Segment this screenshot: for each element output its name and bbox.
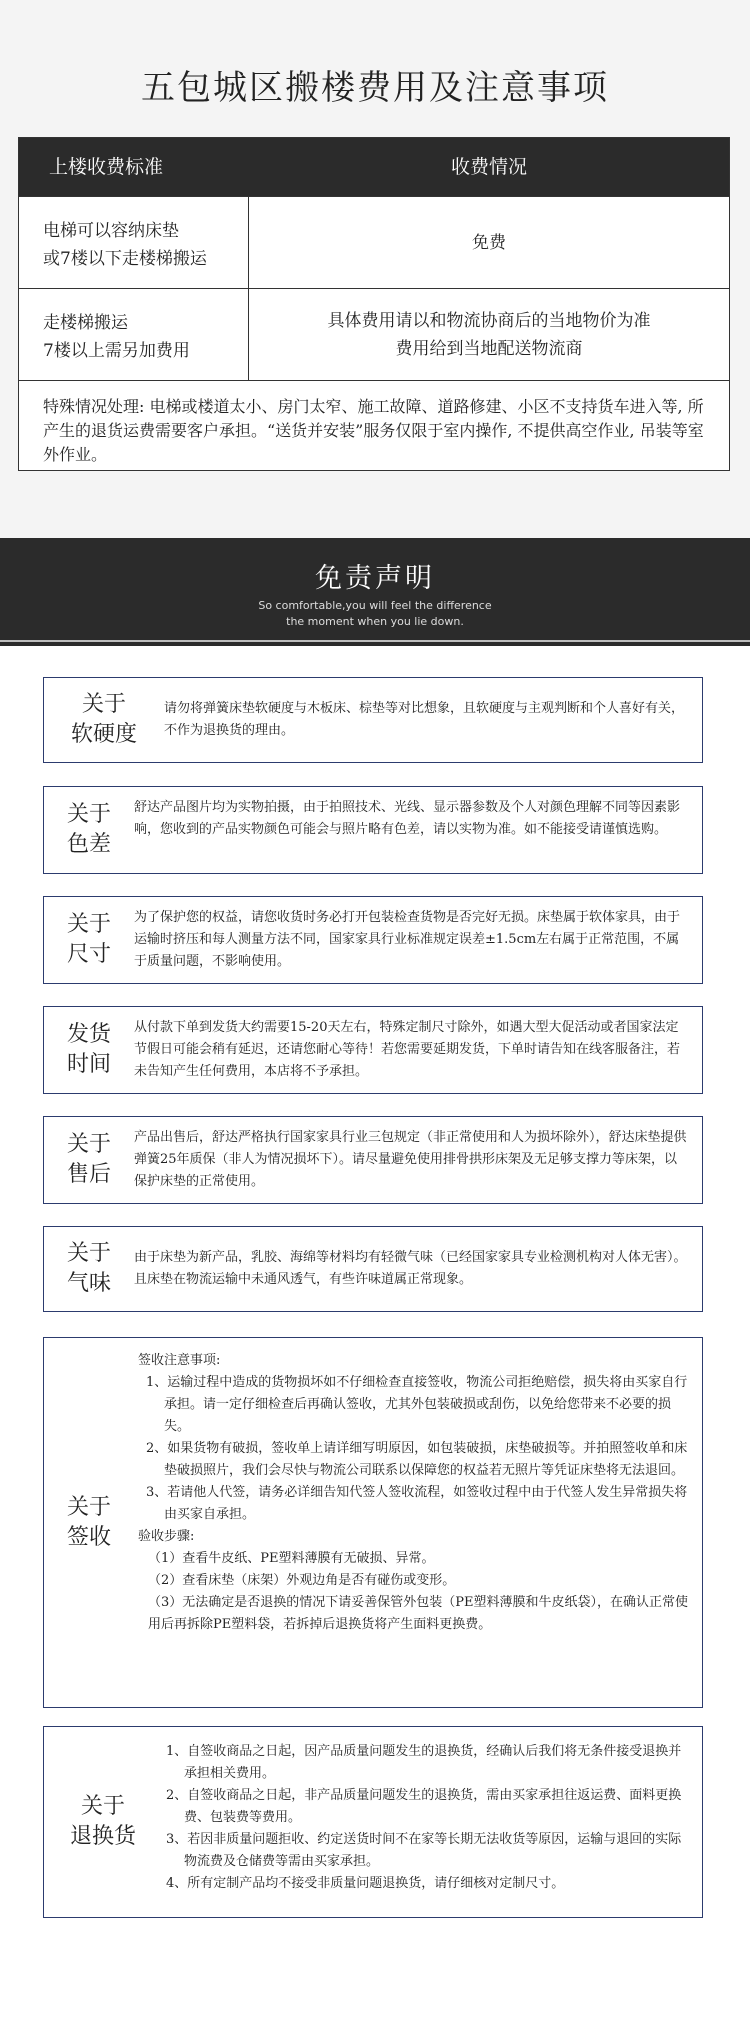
section-signing	[43, 1337, 703, 1708]
list-item: 2、自签收商品之日起，非产品质量问题发生的退换货，需由买家承担往返运费、面料更换费、包装费等费用。	[166, 1788, 682, 1825]
list-item: （3）无法确定是否退换的情况下请妥善保管外包装（PE塑料薄膜和牛皮纸袋），在确认正常使用后再拆除PE塑料袋，若拆掉后退换货将产生面料更换费。	[148, 1595, 689, 1632]
banner-subtitle: So comfortable,you will feel the difference the moment when you lie down.	[258, 599, 492, 628]
section-label: 关于 退换货	[69, 1794, 136, 1849]
table-row-special	[19, 380, 729, 470]
section-size	[43, 896, 703, 984]
section-text: 从付款下单到发货大约需要15-20天左右，特殊定制尺寸除外，如遇大型大促活动或者国家法定节假日可能会稍有延迟，还请您耐心等待！若您需要延期发货，下单时请告知在线客服备注，若未告知产生任何费用，本店将不予承担。	[134, 1020, 681, 1079]
section-text	[134, 1350, 690, 1636]
banner-title: 免责声明	[315, 563, 435, 594]
disclaimer-banner	[0, 538, 750, 646]
section-shipping	[43, 1006, 703, 1094]
section-label: 发货 时间	[66, 1022, 111, 1077]
section-returns	[43, 1726, 703, 1918]
divider	[0, 640, 750, 642]
row-condition: 电梯可以容纳床垫 或7楼以下走楼梯搬运	[19, 197, 249, 288]
table-header-charge: 收费情况	[249, 138, 729, 196]
row-charge: 具体费用请以和物流协商后的当地物价为准 费用给到当地配送物流商	[327, 310, 651, 359]
section-label: 关于 售后	[66, 1132, 111, 1187]
list-item: 3、若请他人代签，请务必详细告知代签人签收流程，如签收过程中由于代签人发生异常损失将由买家自承担。	[146, 1485, 688, 1522]
list-item: （2）查看床垫（床架）外观边角是否有碰伤或变形。	[148, 1573, 456, 1588]
section-odor	[43, 1226, 703, 1312]
section-text	[154, 1741, 690, 1895]
section-aftersale	[43, 1116, 703, 1204]
fee-table	[18, 137, 730, 471]
section-text: 为了保护您的权益，请您收货时务必打开包装检查货物是否完好无损。床垫属于软体家具，由于运输时挤压和每人测量方法不同，国家家具行业标准规定误差±1.5cm左右属于正常范围，不属于质量问题，不影响使用。	[134, 910, 681, 969]
table-row	[19, 288, 729, 380]
section-label: 关于 气味	[66, 1241, 111, 1296]
list-item: 1、自签收商品之日起，因产品质量问题发生的退换货，经确认后我们将无条件接受退换并承担相关费用。	[166, 1744, 682, 1781]
table-row	[19, 196, 729, 288]
section-hardness	[43, 677, 703, 763]
page-title: 五包城区搬楼费用及注意事项	[141, 68, 609, 108]
section-label: 关于 尺寸	[66, 912, 111, 967]
section-text: 由于床垫为新产品，乳胶、海绵等材料均有轻微气味（已经国家家具专业检测机构对人体无害）。且床垫在物流运输中未通风透气，有些许味道属正常现象。	[134, 1250, 687, 1287]
section-text: 舒达产品图片均为实物拍摄，由于拍照技术、光线、显示器参数及个人对颜色理解不同等因素影响，您收到的产品实物颜色可能会与照片略有色差，请以实物为准。如不能接受请谨慎选购。	[134, 800, 681, 837]
list-item: （1）查看牛皮纸、PE塑料薄膜有无破损、异常。	[148, 1551, 435, 1566]
table-header-standard: 上楼收费标准	[19, 138, 249, 196]
special-note: 特殊情况处理: 电梯或楼道太小、房门太窄、施工故障、道路修建、小区不支持货车进入等, 所产生的退货运费需要客户承担。“送货并安装”服务仅限于室内操作, 不提供高空作业, 吊装等室外作业。	[43, 397, 704, 464]
row-condition: 走楼梯搬运 7楼以上需另加费用	[19, 289, 249, 380]
list-item: 2、如果货物有破损，签收单上请详细写明原因，如包装破损，床垫破损等。并拍照签收单和床垫破损照片，我们会尽快与物流公司联系以保障您的权益若无照片等凭证床垫将无法退回。	[146, 1441, 688, 1478]
list-item: 4、所有定制产品均不接受非质量问题退换货，请仔细核对定制尺寸。	[166, 1876, 565, 1891]
section-text: 请勿将弹簧床垫软硬度与木板床、棕垫等对比想象，且软硬度与主观判断和个人喜好有关，不作为退换货的理由。	[164, 701, 685, 738]
section-label: 关于 签收	[66, 1494, 111, 1550]
section-text: 产品出售后，舒达严格执行国家家具行业三包规定（非正常使用和人为损坏除外），舒达床垫提供弹簧25年质保（非人为情况损坏下）。请尽量避免使用排骨拱形床架及无足够支撑力等床架，以保护床垫的正常使用。	[134, 1130, 687, 1189]
fee-section	[0, 0, 750, 538]
row-charge: 免费	[472, 232, 506, 253]
list-item: 3、若因非质量问题拒收、约定送货时间不在家等长期无法收货等原因，运输与退回的实际物流费及仓储费等需由买家承担。	[166, 1832, 682, 1869]
section-color	[43, 786, 703, 874]
section-label: 关于 色差	[66, 802, 111, 857]
steps-heading: 验收步骤:	[138, 1529, 195, 1544]
section-label: 关于 软硬度	[70, 692, 137, 747]
signing-heading: 签收注意事项:	[138, 1353, 221, 1368]
list-item: 1、运输过程中造成的货物损坏如不仔细检查直接签收，物流公司拒绝赔偿，损失将由买家自行承担。请一定仔细检查后再确认签收，尤其外包装破损或刮伤，以免给您带来不必要的损失。	[146, 1375, 688, 1434]
